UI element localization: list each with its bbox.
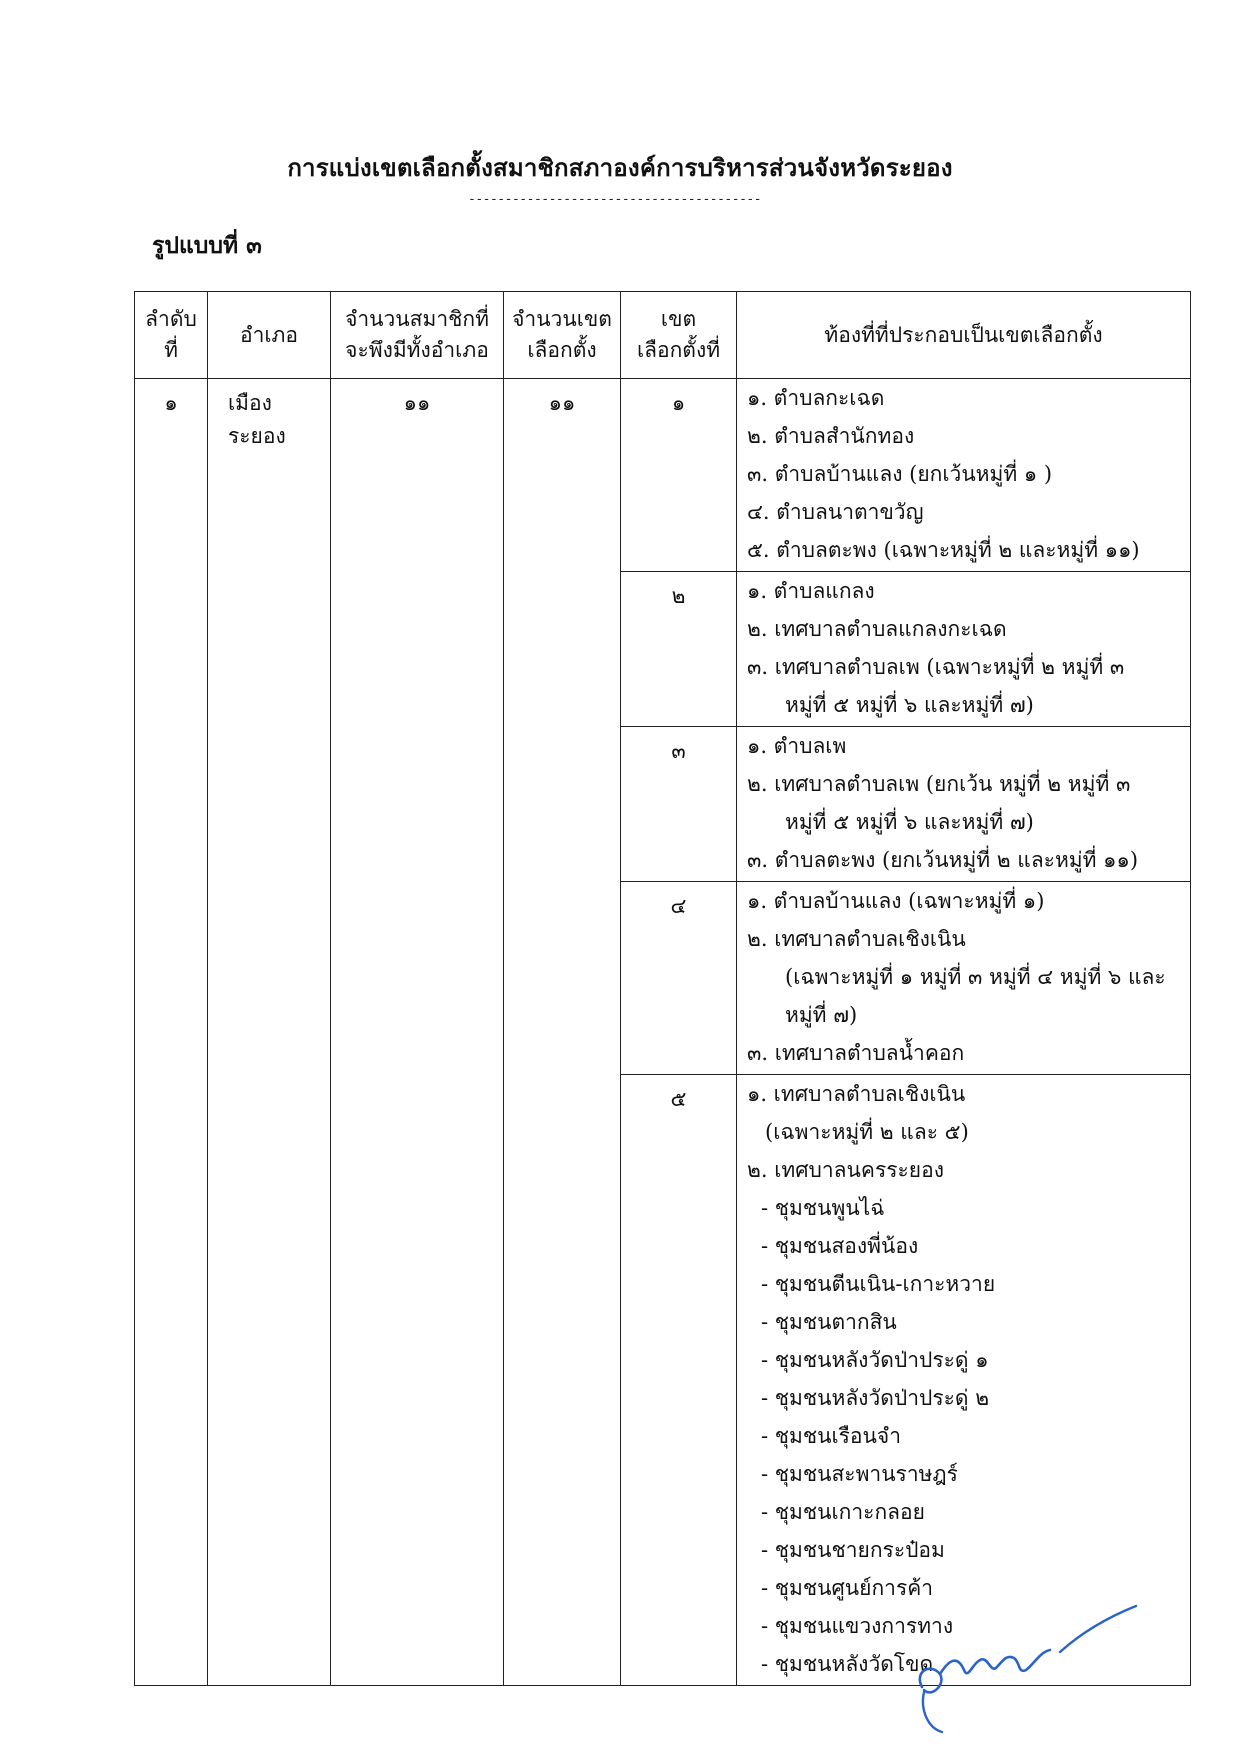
area-line: - ชุมชนพูนไฉ่ xyxy=(761,1196,885,1220)
cell-members: ๑๑ xyxy=(331,379,504,1686)
signature-stroke xyxy=(920,1650,1050,1692)
header-order xyxy=(135,292,208,379)
area-line: - ชุมชนหลังวัดป่าประดู่ ๑ xyxy=(761,1348,989,1372)
header-zone-line: เขต xyxy=(660,307,697,331)
area-line: ๒. เทศบาลตำบลเพ (ยกเว้น หมู่ที่ ๒ หมู่ที่ ๓ xyxy=(747,772,1131,796)
area-line: หมู่ที่ ๗) xyxy=(785,1003,858,1027)
area-line: ๑. ตำบลบ้านแลง (เฉพาะหมู่ที่ ๑) xyxy=(747,889,1045,913)
area-line: - ชุมชนหลังวัดโขด xyxy=(761,1652,934,1676)
area-line: - ชุมชนสองพี่น้อง xyxy=(761,1234,919,1258)
signature-tail xyxy=(923,1692,942,1732)
area-line: (เฉพาะหมู่ที่ ๑ หมู่ที่ ๓ หมู่ที่ ๔ หมู่ที่ ๖ และ xyxy=(785,965,1166,989)
cell-district: เมืองระยอง xyxy=(208,379,331,1686)
area-line: - ชุมชนตีนเนิน-เกาะหวาย xyxy=(761,1272,996,1296)
area-line: (เฉพาะหมู่ที่ ๒ และ ๕) xyxy=(765,1120,969,1144)
header-area-line: ท้องที่ที่ประกอบเป็นเขตเลือกตั้ง xyxy=(824,322,1103,347)
form-label: รูปแบบที่ ๓ xyxy=(152,232,262,259)
area-line: ๑. เทศบาลตำบลเชิงเนิน xyxy=(747,1082,966,1106)
area-line: - ชุมชนแขวงการทาง xyxy=(761,1614,954,1638)
area-line: ๒. เทศบาลตำบลแกลงกะเฉด xyxy=(747,617,1007,641)
area-line: ๓. เทศบาลตำบลเพ (เฉพาะหมู่ที่ ๒ หมู่ที่ ๓ xyxy=(747,655,1125,679)
header-zone xyxy=(621,292,737,379)
table-row xyxy=(135,379,1191,572)
electoral-district-table xyxy=(134,291,1191,1686)
area-line: ๒. ตำบลสำนักทอง xyxy=(747,424,915,448)
header-members-line: จำนวนสมาชิกที่ xyxy=(345,307,489,331)
area-line: หมู่ที่ ๕ หมู่ที่ ๖ และหมู่ที่ ๗) xyxy=(785,810,1034,834)
cell-zone-number: ๓ xyxy=(621,727,737,882)
cell-zone-number: ๒ xyxy=(621,572,737,727)
cell-zone-number: ๔ xyxy=(621,882,737,1075)
area-line: ๑. ตำบลกะเฉด xyxy=(747,386,885,410)
header-zone-line: เลือกตั้งที่ xyxy=(636,338,721,362)
area-line: - ชุมชนชายกระป๋อม xyxy=(761,1538,945,1562)
area-line: - ชุมชนเกาะกลอย xyxy=(761,1500,925,1524)
area-line: ๒. เทศบาลนครระยอง xyxy=(747,1158,944,1182)
header-members-line: จะพึงมีทั้งอำเภอ xyxy=(345,338,489,362)
header-order-line: ที่ xyxy=(164,338,178,362)
table-header-row xyxy=(135,292,1191,379)
header-members xyxy=(331,292,504,379)
signature xyxy=(910,1592,1140,1742)
area-line: ๓. เทศบาลตำบลน้ำคอก xyxy=(747,1041,965,1065)
area-line: ๕. ตำบลตะพง (เฉพาะหมู่ที่ ๒ และหมู่ที่ ๑๑) xyxy=(747,538,1140,562)
cell-zone-area xyxy=(737,572,1191,727)
header-area xyxy=(737,292,1191,379)
signature-flourish xyxy=(1060,1606,1136,1652)
cell-order: ๑ xyxy=(135,379,208,1686)
cell-zone-number: ๕ xyxy=(621,1075,737,1686)
cell-zone-number: ๑ xyxy=(621,379,737,572)
area-line: ๓. ตำบลบ้านแลง (ยกเว้นหมู่ที่ ๑ ) xyxy=(747,462,1053,486)
area-line: - ชุมชนตากสิน xyxy=(761,1310,897,1334)
page-title: การแบ่งเขตเลือกตั้งสมาชิกสภาองค์การบริหารส่วนจังหวัดระยอง xyxy=(287,153,953,182)
header-zones-count-line: เลือกตั้ง xyxy=(527,338,597,362)
header-order-line: ลำดับ xyxy=(145,307,197,331)
area-line: - ชุมชนหลังวัดป่าประดู่ ๒ xyxy=(761,1386,990,1410)
header-zones-count xyxy=(504,292,621,379)
cell-zones-count: ๑๑ xyxy=(504,379,621,1686)
area-line: - ชุมชนเรือนจำ xyxy=(761,1424,901,1448)
area-line: - ชุมชนสะพานราษฎร์ xyxy=(761,1462,958,1486)
area-line: ๑. ตำบลแกลง xyxy=(747,579,875,603)
header-district-line: อำเภอ xyxy=(239,322,299,347)
area-line: - ชุมชนศูนย์การค้า xyxy=(761,1576,934,1600)
cell-zone-area xyxy=(737,882,1191,1075)
area-line: หมู่ที่ ๕ หมู่ที่ ๖ และหมู่ที่ ๗) xyxy=(785,693,1034,717)
area-line: ๓. ตำบลตะพง (ยกเว้นหมู่ที่ ๒ และหมู่ที่ ๑๑) xyxy=(747,848,1139,872)
area-line: ๒. เทศบาลตำบลเชิงเนิน xyxy=(747,927,966,951)
header-district xyxy=(208,292,331,379)
header-zones-count-line: จำนวนเขต xyxy=(512,307,612,331)
area-line: ๑. ตำบลเพ xyxy=(747,734,847,758)
title-separator: ---------------------------------------- xyxy=(468,192,762,207)
area-line: ๔. ตำบลนาตาขวัญ xyxy=(747,500,924,524)
cell-zone-area xyxy=(737,379,1191,572)
cell-zone-area xyxy=(737,727,1191,882)
